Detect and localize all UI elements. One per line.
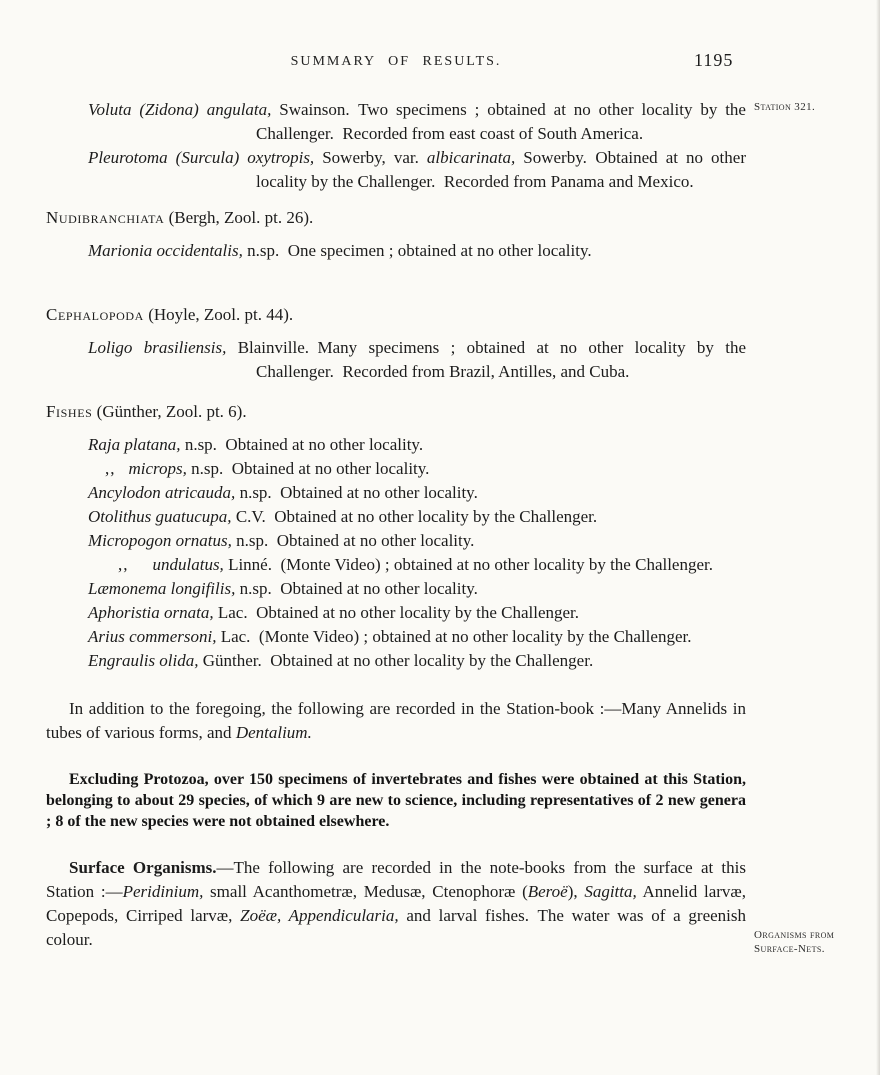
entry-raja-microps (46, 457, 746, 481)
entry-pleurotoma (46, 146, 746, 194)
italic-text: Voluta (Zidona) angulata, (88, 100, 272, 119)
text-run: Blainville. Many specimens ; obtained at no other locality by the Challenger. Recorded from Brazil, Antilles, and Cuba. (226, 338, 746, 381)
text-run: Günther. Obtained at no other locality by the Challenger. (198, 651, 594, 670)
italic-text: Marionia occidentalis, (88, 241, 243, 260)
text-run: —The following are recorded in the note-books from the surface at this Station :— (46, 858, 746, 901)
para-summary (46, 769, 746, 832)
italic-text: Loligo brasiliensis, (88, 338, 227, 357)
entry-laemonema (46, 577, 746, 601)
entry-marionia (46, 239, 746, 263)
running-header: SUMMARY OF RESULTS. (290, 54, 502, 69)
text-run: Lac. (Monte Video) ; obtained at no other locality by the Challenger. (216, 627, 692, 646)
text-run: and larval fishes. The water was of a greenish colour. (46, 906, 747, 949)
italic-text: Beroë (527, 882, 568, 901)
entry-raja-platana (46, 433, 746, 457)
margin-note-line: Surface-Nets. (754, 942, 825, 955)
text-run: Swainson. Two specimens ; obtained at no other locality by the Challenger. Recorded from east coast of South America. (256, 100, 746, 143)
text-run: Sowerby. Obtained at no other locality by the Challenger. Recorded from Panama and Mexico. (256, 148, 746, 191)
ditto-mark: ,, (118, 555, 129, 574)
italic-text: Zoëæ, Appendicularia, (240, 906, 399, 925)
text-run: n.sp. Obtained at no other locality. (231, 531, 475, 550)
text-run: Linné. (Monte Video) ; obtained at no other locality by the Challenger. (223, 555, 713, 574)
text-run: Lac. Obtained at no other locality by the Challenger. (213, 603, 580, 622)
text-run: (Bergh, Zool. pt. 26). (164, 208, 314, 227)
entry-ancylodon (46, 481, 746, 505)
text-run: n.sp. Obtained at no other locality. (180, 435, 424, 454)
bold-text: Excluding Protozoa, over 150 specimens of invertebrates and fishes were obtained at this Station, belonging to about 29 species, of which 9 are new to science, including representatives of 2 new genera ; 8 of the new species were not obtained elsewhere. (46, 771, 746, 830)
italic-text: Dentalium. (235, 723, 312, 742)
italic-text: Læmonema longifilis, (88, 579, 236, 598)
italic-text: undulatus, (152, 555, 224, 574)
para-surface-organisms (46, 856, 746, 952)
text-run: n.sp. Obtained at no other locality. (235, 483, 478, 502)
italic-text: Peridinium, (122, 882, 204, 901)
entry-aphoristia (46, 601, 746, 625)
smallcaps-text: Fishes (46, 402, 93, 421)
para-station-book (46, 697, 746, 745)
entry-micropogon-undulatus (46, 553, 746, 577)
text-run: C.V. Obtained at no other locality by the Challenger. (231, 507, 598, 526)
italic-text: Sagitta, (584, 882, 637, 901)
smallcaps-text: Cephalopoda (46, 305, 144, 324)
margin-note-surface-organisms (754, 929, 872, 956)
text-run: Sowerby, var. (314, 148, 427, 167)
entry-loligo (46, 336, 746, 384)
italic-text: Ancylodon atricauda, (88, 483, 236, 502)
text-run: (Günther, Zool. pt. 6). (92, 402, 247, 421)
entry-engraulis (46, 649, 746, 673)
italic-text: Pleurotoma (Surcula) oxytropis, (88, 148, 315, 167)
page-number: 1195 (694, 50, 734, 70)
heading-fishes (46, 400, 746, 424)
entry-arius (46, 625, 746, 649)
entry-micropogon-ornatus (46, 529, 746, 553)
text-run: ), (567, 882, 585, 901)
italic-text: Engraulis olida, (88, 651, 199, 670)
margin-note-station: Station 321. (754, 101, 816, 113)
italic-text: Raja platana, (88, 435, 181, 454)
document-body (46, 98, 746, 952)
ditto-mark: ,, (105, 459, 116, 478)
italic-text: microps, (128, 459, 187, 478)
entry-otolithus (46, 505, 746, 529)
italic-text: albicarinata, (426, 148, 516, 167)
bold-text: Surface Organisms. (69, 858, 217, 877)
heading-nudibranchiata (46, 206, 746, 230)
italic-text: Micropogon ornatus, (88, 531, 232, 550)
text-run: n.sp. Obtained at no other locality. (186, 459, 430, 478)
text-run: (Hoyle, Zool. pt. 44). (143, 305, 294, 324)
margin-note-line: Organisms from (754, 929, 835, 941)
smallcaps-text: Nudibranchiata (46, 208, 165, 227)
text-run: In addition to the foregoing, the following are recorded in the Station-book :—Many Annelids in tubes of various forms, and (46, 699, 746, 742)
text-run: Annelid larvæ, Copepods, Cirriped larvæ, (46, 882, 747, 925)
text-run: small Acanthometræ, Medusæ, Ctenophoræ ( (203, 882, 528, 901)
text-run: n.sp. One specimen ; obtained at no other locality. (242, 241, 592, 260)
text-run: n.sp. Obtained at no other locality. (235, 579, 478, 598)
italic-text: Aphoristia ornata, (88, 603, 214, 622)
italic-text: Otolithus guatucupa, (88, 507, 232, 526)
italic-text: Arius commersoni, (88, 627, 217, 646)
entry-voluta (46, 98, 746, 146)
heading-cephalopoda (46, 303, 746, 327)
